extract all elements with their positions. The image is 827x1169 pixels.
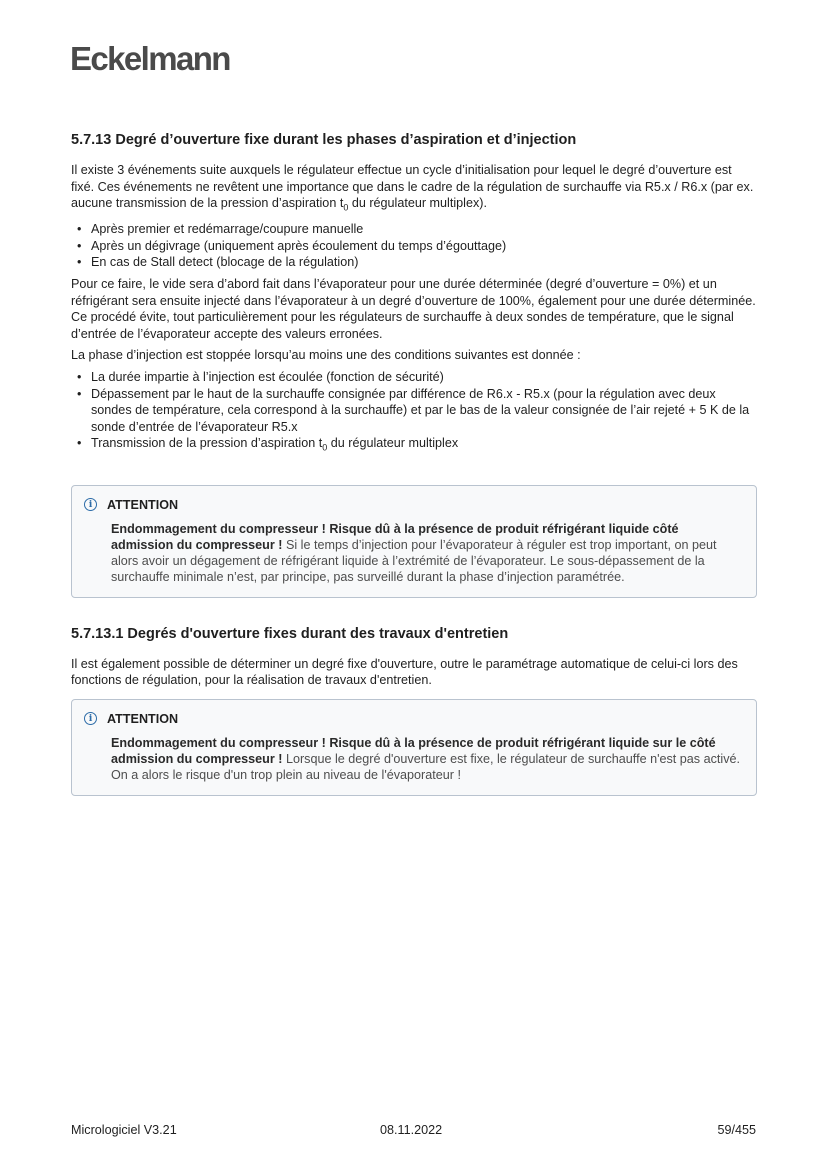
list-item: • Après un dégivrage (uniquement après écoulement du temps d’égouttage) <box>71 238 757 255</box>
intro-text: Il existe 3 événements suite auxquels le régulateur effectue un cycle d’initialisation pour lequel le degré d’ouverture est fixé. Ces événements ne revêtent une importance que dans le cadre de la régulation de surchauffe via R5.x / R6.x (par ex. aucune transmission de la pression d’aspiration t <box>71 163 754 211</box>
list-item: • En cas de Stall detect (blocage de la régulation) <box>71 254 757 271</box>
events-list <box>71 221 757 271</box>
notice-bold-text: Endommagement du compresseur ! Risque dû à la présence de produit réfrigérant liquide côté admission du compresseur ! <box>111 521 679 552</box>
notice-title: ATTENTION <box>107 711 179 726</box>
info-icon: i <box>84 712 97 725</box>
notice-body <box>111 735 742 783</box>
subsection-paragraph: Il est également possible de déterminer un degré fixe d'ouverture, outre le paramétrage automatique de celui-ci lors des fonctions de régulation, pour la réalisation de travaux d'entretien. <box>71 656 738 688</box>
condition-text-end: du régulateur multiplex <box>327 436 459 451</box>
stop-paragraph: La phase d’injection est stoppée lorsqu’au moins une des conditions suivantes est donnée : <box>71 348 581 363</box>
intro-subscript: 0 <box>343 202 349 213</box>
notice-bold-text: Endommagement du compresseur ! Risque dû à la présence de produit réfrigérant liquide sur le côté admission du compresseur ! <box>111 735 716 766</box>
footer-version: Micrologiciel V3.21 <box>71 1123 177 1137</box>
list-item <box>71 435 757 456</box>
intro-paragraph <box>71 162 757 216</box>
condition-subscript: 0 <box>322 442 328 453</box>
attention-notice <box>71 485 757 598</box>
vide-paragraph: Pour ce faire, le vide sera d’abord fait dans l’évaporateur pour une durée déterminée (degré d’ouverture = 0%) et un réfrigérant sera ensuite injecté dans l’évaporateur à un degré d’ouverture de 100%, également pour une durée déterminée. Ce procédé évite, tout particulièrement pour les régulateurs de surchauffe à deux sondes de température, que le signal d’entrée de l’évaporateur accepte des valeurs erronées. <box>71 277 756 341</box>
subsection-title: 5.7.13.1 Degrés d'ouverture fixes durant des travaux d'entretien <box>71 625 509 642</box>
notice-text: Si le temps d’injection pour l’évaporateur à réguler est trop important, on peut alors avoir un dégagement de réfrigérant liquide à l’extrémité de l’évaporateur. Le sous-dépassement de la surchauffe minimale n’est, par principe, pas surveillé durant la phase d’injection paramétrée. <box>111 537 717 584</box>
list-item: • Dépassement par le haut de la surchauffe consignée par différence de R6.x - R5.x (pour la régulation avec deux sondes de température, cela correspond à la surchauffe) et par le bas de la valeur consignée de l’air rejeté + 5 K de la sonde d’entrée de l’évaporateur R5.x <box>71 386 757 436</box>
attention-notice-2 <box>71 699 757 796</box>
list-item: • Après premier et redémarrage/coupure manuelle <box>71 221 757 238</box>
footer-page-number: 59/455 <box>717 1123 756 1137</box>
notice-body <box>111 521 742 585</box>
notice-title: ATTENTION <box>107 497 179 512</box>
section-title: 5.7.13 Degré d’ouverture fixe durant les phases d’aspiration et d’injection <box>71 132 577 148</box>
notice-text: Lorsque le degré d'ouverture est fixe, le régulateur de surchauffe n'est pas activé. On a alors le risque d'un trop plein au niveau de l'évaporateur ! <box>111 751 740 782</box>
notice-header <box>84 712 742 726</box>
condition-text: Transmission de la pression d’aspiration t <box>91 436 323 451</box>
page-content <box>71 132 757 796</box>
list-item: • La durée impartie à l’injection est écoulée (fonction de sécurité) <box>71 369 757 386</box>
info-icon: i <box>84 498 97 511</box>
eckelmann-logo: Eckelmann <box>70 40 230 77</box>
conditions-list <box>71 369 757 456</box>
notice-header <box>84 498 742 512</box>
footer-date: 08.11.2022 <box>380 1123 443 1137</box>
intro-text-end: du régulateur multiplex). <box>348 196 487 211</box>
